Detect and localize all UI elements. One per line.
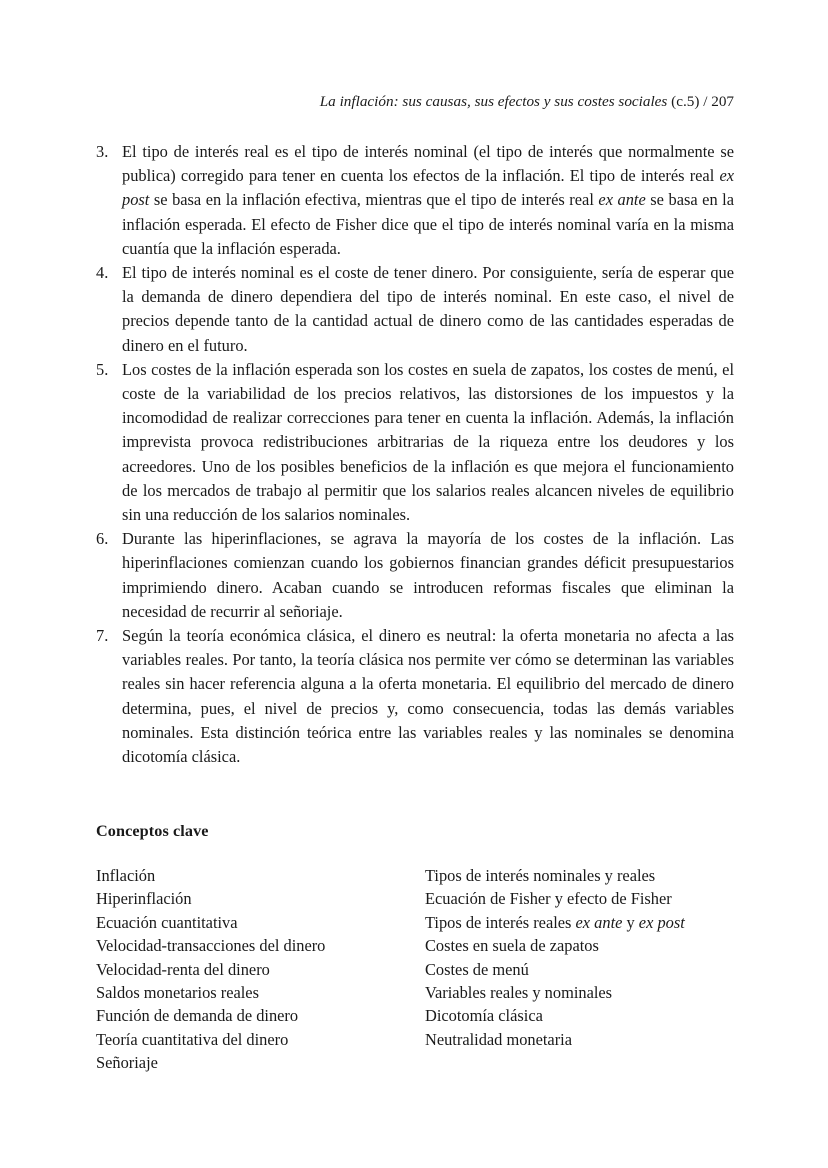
text-run: Los costes de la inflación esperada son los costes en suela de zapatos, los costes de menú, el coste de la variabilidad de los precios relativos, las distorsiones de los impuestos y la incomodidad de realizar correcciones para tener en cuenta la inflación. Además, la inflación imprevista provoca redistribuciones arbitrarias de la riqueza entre los deudores y los acreedores. Uno de los posibles beneficios de la inflación es que mejora el funcionamiento de los mercados de trabajo al permitir que los salarios reales alcancen niveles de equilibrio sin una reducción de los salarios nominales. xyxy=(122,359,734,525)
key-concept-item xyxy=(96,887,425,910)
text-run: se basa en la inflación esperada. El efecto de Fisher dice que el tipo de interés nominal varía en la misma cuantía que la inflación esperada. xyxy=(122,190,735,258)
running-head xyxy=(96,92,734,112)
key-concept-item xyxy=(96,911,425,934)
key-concepts-heading: Conceptos clave xyxy=(96,822,209,840)
summary-item-text xyxy=(122,624,734,769)
chapter-summary-list xyxy=(96,140,734,769)
summary-list-item xyxy=(96,140,734,261)
summary-list-item xyxy=(96,261,734,358)
text-run: Ecuación cuantitativa xyxy=(96,912,238,932)
summary-item-text xyxy=(122,261,734,358)
running-head-separator: / xyxy=(703,93,708,110)
key-concept-item xyxy=(96,1051,425,1074)
summary-item-number: 6. xyxy=(96,529,109,549)
running-head-title: La inflación: sus causas, sus efectos y sus costes sociales xyxy=(319,93,668,110)
text-run: y xyxy=(622,912,639,932)
italic-run: ex post xyxy=(638,912,685,932)
text-run: Velocidad-transacciones del dinero xyxy=(96,936,326,956)
key-concept-item xyxy=(425,887,734,910)
summary-item-number: 3. xyxy=(96,142,109,161)
key-concept-item xyxy=(425,864,734,887)
key-concepts-columns xyxy=(96,864,734,1075)
italic-run: ex ante xyxy=(598,190,646,210)
text-run: Tipos de interés reales xyxy=(425,912,576,932)
text-run: Dicotomía clásica xyxy=(425,1006,543,1026)
key-concept-item xyxy=(425,1004,734,1027)
italic-run: ex ante xyxy=(575,912,623,932)
text-run: Neutralidad monetaria xyxy=(425,1029,572,1049)
key-concepts-section xyxy=(96,820,734,1075)
page-number: 207 xyxy=(711,93,734,110)
key-concept-item xyxy=(96,981,425,1004)
key-concept-item xyxy=(96,864,425,887)
key-concepts-left-column xyxy=(96,864,425,1075)
summary-item-number: 7. xyxy=(96,626,109,646)
text-run: Costes en suela de zapatos xyxy=(425,936,599,956)
key-concept-item xyxy=(96,934,425,957)
text-run: Variables reales y nominales xyxy=(425,983,613,1003)
summary-list-item xyxy=(96,624,734,769)
text-run: El tipo de interés nominal es el coste de tener dinero. Por consiguiente, sería de esperar que la demanda de dinero dependiera del tipo de interés nominal. En este caso, el nivel de precios depende tanto de la cantidad actual de dinero como de las cantidades esperadas de dinero en el futuro. xyxy=(122,263,734,355)
summary-item-text xyxy=(122,527,734,624)
summary-item-number: 4. xyxy=(96,263,109,283)
text-run: Señoriaje xyxy=(96,1053,158,1073)
text-run: El tipo de interés real es el tipo de interés nominal (el tipo de interés que normalmente se publica) corregido para tener en cuenta los efectos de la inflación. El tipo de interés real xyxy=(122,142,734,186)
key-concepts-right-column xyxy=(425,864,734,1075)
text-run: Costes de menú xyxy=(425,959,529,979)
running-head-chapter: (c.5) xyxy=(671,93,700,110)
summary-list-item xyxy=(96,358,734,527)
text-run: Velocidad-renta del dinero xyxy=(96,959,270,979)
text-run: Según la teoría económica clásica, el dinero es neutral: la oferta monetaria no afecta a las variables reales. Por tanto, la teoría clásica nos permite ver cómo se determinan las variables reales sin hacer referencia alguna a la oferta monetaria. El equilibrio del mercado de dinero determina, pues, el nivel de precios y, como consecuencia, todas las demás variables nominales. Esta distinción teórica entre las variables reales y las nominales se denomina dicotomía clásica. xyxy=(122,626,734,767)
italic-run: ex post xyxy=(122,166,734,210)
key-concept-item xyxy=(425,1028,734,1051)
text-run: Durante las hiperinflaciones, se agrava la mayoría de los costes de la inflación. Las hiperinflaciones comienzan cuando los gobiernos financian grandes déficit presupuestarios imprimiendo dinero. Acaban cuando se introducen reformas fiscales que eliminan la necesidad de recurrir al señoriaje. xyxy=(122,529,734,621)
key-concept-item xyxy=(96,1004,425,1027)
key-concept-item xyxy=(425,911,734,934)
text-run: Saldos monetarios reales xyxy=(96,983,259,1003)
text-run: Hiperinflación xyxy=(96,889,192,909)
key-concept-item xyxy=(96,1028,425,1051)
summary-list-item xyxy=(96,527,734,624)
text-run: Inflación xyxy=(96,866,156,885)
summary-item-text xyxy=(122,358,734,527)
text-run: Teoría cuantitativa del dinero xyxy=(96,1029,289,1049)
summary-item-number: 5. xyxy=(96,359,109,379)
text-run: Tipos de interés nominales y reales xyxy=(425,866,656,885)
key-concept-item xyxy=(425,981,734,1004)
summary-item-text xyxy=(122,140,734,261)
key-concept-item xyxy=(425,958,734,981)
key-concept-item xyxy=(425,934,734,957)
key-concept-item xyxy=(96,958,425,981)
text-run: Función de demanda de dinero xyxy=(96,1006,299,1026)
text-run: se basa en la inflación efectiva, mientras que el tipo de interés real xyxy=(149,190,599,210)
text-run: Ecuación de Fisher y efecto de Fisher xyxy=(425,889,672,909)
